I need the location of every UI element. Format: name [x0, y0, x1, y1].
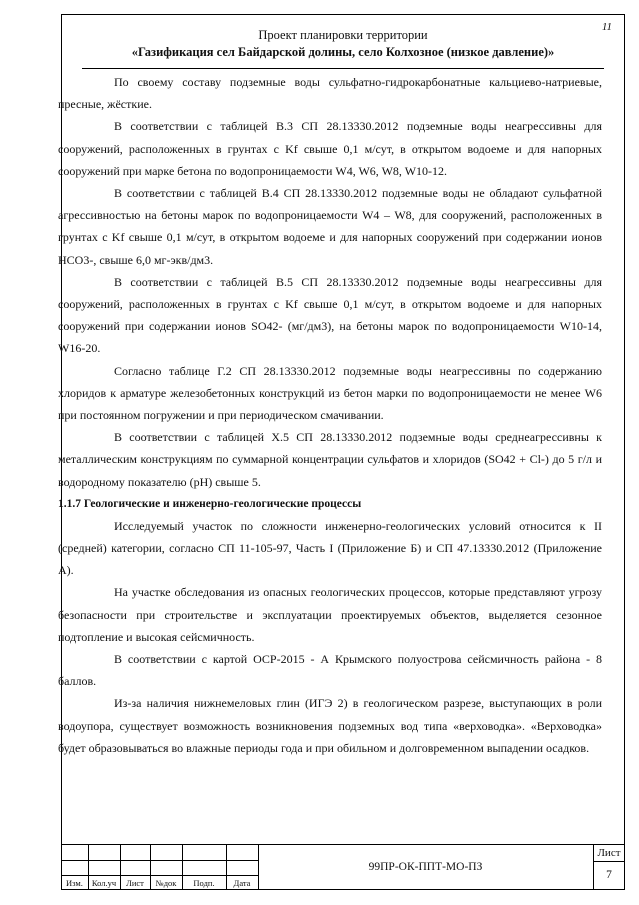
- header-line-1: Проект планировки территории: [258, 28, 428, 42]
- stamp-label-date: Дата: [233, 878, 251, 888]
- document-code: 99ПР-ОК-ППТ-МО-ПЗ: [368, 861, 483, 873]
- stamp-label-count: Кол.уч: [91, 878, 117, 888]
- sheet-label: Лист: [597, 847, 621, 859]
- sheet-number: 7: [606, 869, 612, 881]
- stamp-row-line: [61, 875, 258, 876]
- paragraph: Из-за наличия нижнемеловых глин (ИГЭ 2) в геологическом разрезе, выступающих в роли водоупора, существует возможность возникновения подземных вод типа «верховодка». «Верховодка» будет образовываться во влажные периоды года и при обильном и долговременном выпадении осадков.: [58, 696, 602, 755]
- paragraph: По своему составу подземные воды сульфатно-гидрокарбонатные кальциево-натриевые, пресные, жёсткие.: [58, 75, 602, 112]
- paragraph: В соответствии с таблицей В.3 СП 28.13330.2012 подземные воды неагрессивны для сооружений, расположенных в грунтах с Kf свыше 0,1 м/сут, в открытом водоеме и для напорных сооружений при марке бетона по водопроницаемости W4, W6, W8, W10-12.: [58, 119, 602, 178]
- title-block-stamp: [61, 844, 625, 890]
- header-divider: [82, 68, 604, 69]
- stamp-label-change: Изм.: [66, 878, 83, 888]
- paragraph: В соответствии с картой ОСР-2015 - А Крымского полуострова сейсмичность района - 8 баллов.: [58, 652, 602, 689]
- document-body: [58, 71, 602, 759]
- document-header: [62, 27, 624, 61]
- stamp-label-doc: №док: [155, 878, 177, 888]
- header-line-2: «Газификация сел Байдарской долины, село Колхозное (низкое давление)»: [131, 45, 555, 59]
- paragraph: На участке обследования из опасных геологических процессов, которые представляют угрозу безопасности при строительстве и эксплуатации проектируемых объектов, выделяется сезонное подтопление и высокая сейсмичность.: [58, 585, 602, 644]
- corner-page-number: 11: [601, 21, 612, 33]
- paragraph: Исследуемый участок по сложности инженерно-геологических условий относится к II (средней) категории, согласно СП 11-105-97, Часть I (Приложение Б) и СП 47.13330.2012 (Приложение А).: [58, 518, 602, 578]
- stamp-label-sheet: Лист: [126, 878, 144, 888]
- paragraph: Согласно таблице Г.2 СП 28.13330.2012 подземные воды неагрессивны по содержанию хлоридов к арматуре железобетонных конструкций из бетон марки по водопроницаемости не менее W6 при постоянном погружении и при периодическом смачивании.: [58, 363, 602, 423]
- section-heading: 1.1.7 Геологические и инженерно-геологические процессы: [58, 497, 362, 510]
- paragraph: В соответствии с таблицей Х.5 СП 28.13330.2012 подземные воды среднеагрессивны к металлическим конструкциям по суммарной концентрации сульфатов и хлоридов (SO42 + Cl-) до 5 г/л и водородному показателю (pH) свыше 5.: [58, 430, 602, 489]
- paragraph: В соответствии с таблицей В.4 СП 28.13330.2012 подземные воды не обладают сульфатной агрессивностью на бетоны марок по водопроницаемости W4 – W8, для сооружений, расположенных в грунтах с Kf свыше 0,1 м/сут, в открытом водоеме и для напорных сооружений при содержании ионов НСО3-, свыше 6,0 мг-экв/дм3.: [58, 186, 602, 267]
- sheet-divider: [593, 861, 625, 862]
- stamp-row-line: [61, 860, 258, 861]
- paragraph: В соответствии с таблицей В.5 СП 28.13330.2012 подземные воды неагрессивны для сооружений, расположенных в грунтах с Kf свыше 0,1 м/сут, в открытом водоеме и для напорных сооружений при содержании ионов SO42- (мг/дм3), на бетоны марок по водопроницаемости W10-14, W16-20.: [58, 274, 602, 356]
- stamp-label-signature: Подп.: [193, 878, 215, 888]
